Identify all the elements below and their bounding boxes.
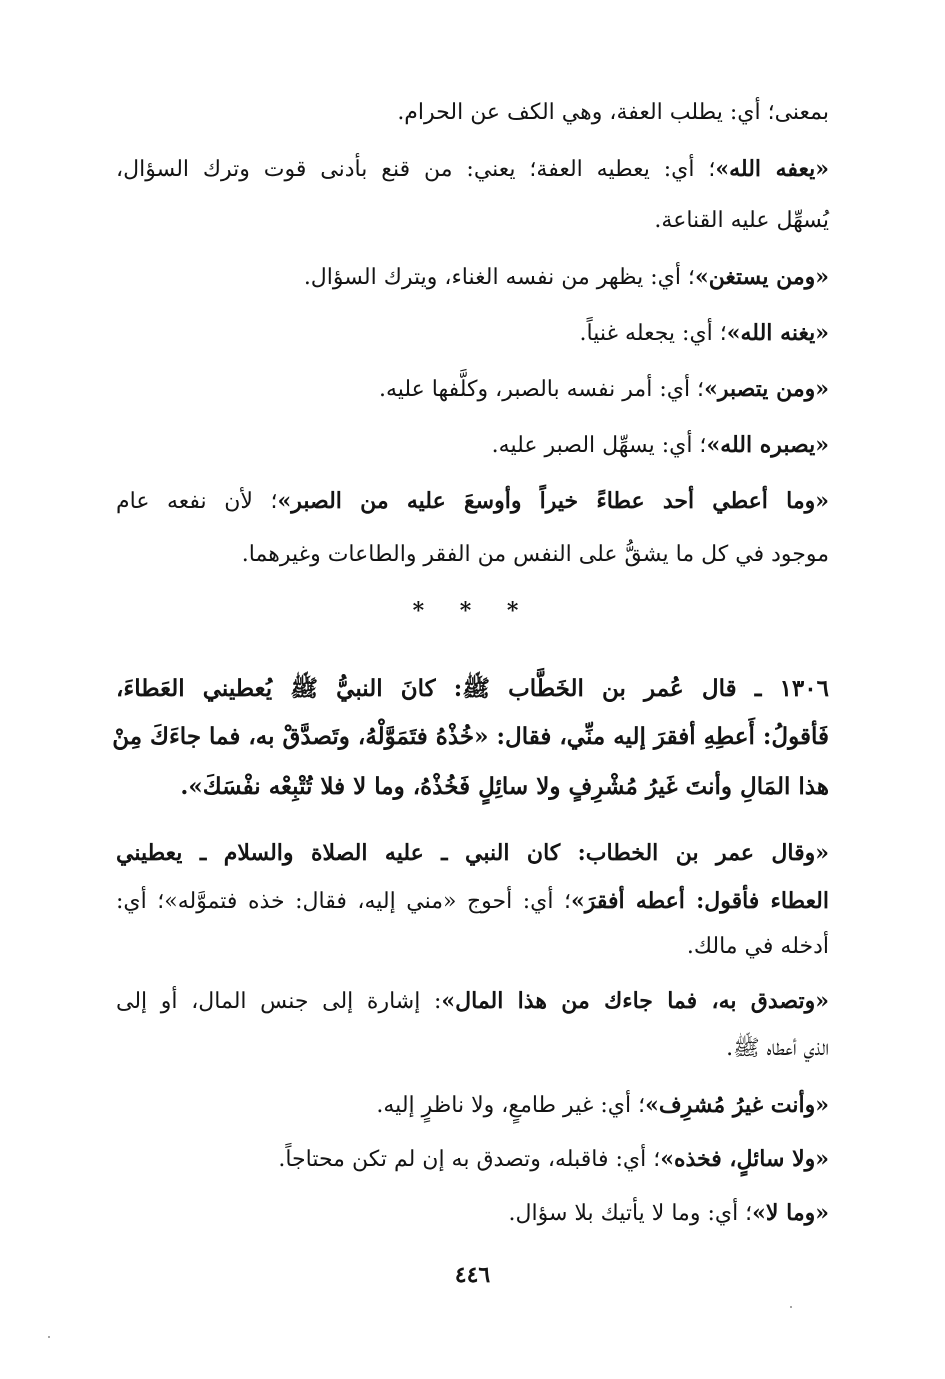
commentary-line-4: [116, 986, 829, 1017]
commentary-line-6: [116, 1090, 829, 1121]
text-line-5-quote: «يغنه الله»: [726, 320, 829, 346]
commentary-line-2-quote: العطاء فأقول: أعطه أفقرَ»: [571, 888, 829, 914]
text-line-1: [397, 98, 829, 128]
text-line-4-quote: «ومن يستغن»: [694, 264, 829, 290]
text-line-8-quote: «وما أعطي أحد عطاءً خيراً وأوسعَ عليه من الصبر»: [277, 488, 830, 514]
text-line-2-quote: «يعفه الله»: [715, 156, 829, 182]
text-line-2-plain: ؛ أي: يعطيه العفة؛ يعني: من قنع بأدنى قوت وترك السؤال،: [116, 157, 716, 182]
text-line-7-quote: «يصبره الله»: [706, 432, 829, 458]
commentary-line-1-quote: «وقال عمر بن الخطاب: كان النبي ـ عليه الصلاة والسلام ـ يعطيني: [116, 840, 829, 866]
scan-speck: [48, 1336, 50, 1338]
text-line-3: [654, 206, 829, 236]
commentary-line-8-quote: «وما لا»: [752, 1200, 829, 1226]
commentary-line-4-quote: «وتصدق به، فما جاءك من هذا المال»: [441, 988, 830, 1014]
commentary-line-8: [116, 1198, 829, 1229]
scan-speck: [790, 1306, 792, 1308]
text-line-5: [116, 318, 829, 349]
text-line-9: [242, 540, 829, 570]
page-number: ٤٤٦: [454, 1262, 491, 1288]
text-line-4-plain: ؛ أي: يظهر من نفسه الغناء، ويترك السؤال.: [303, 265, 695, 290]
section-separator: * * *: [412, 598, 533, 624]
text-line-3-plain: يُسهِّل عليه القناعة.: [654, 208, 829, 233]
text-line-2: [116, 154, 829, 185]
text-line-8: [116, 486, 829, 517]
text-line-6-quote: «ومن يتصبر»: [704, 376, 829, 402]
hadith-line-1: ١٣٠٦ ـ قال عُمر بن الخَطَّاب ﷺ: كانَ النبيُّ ﷺ يُعطيني العَطاءَ،: [116, 675, 829, 702]
text-line-7: [116, 430, 829, 461]
commentary-line-8-plain: ؛ أي: وما لا يأتيك بلا سؤال.: [508, 1201, 753, 1226]
commentary-line-7-plain: ؛ أي: فاقبله، وتصدق به إن لم تكن محتاجاً.: [278, 1147, 661, 1172]
commentary-line-3: [687, 932, 829, 962]
text-line-5-plain: ؛ أي: يجعله غنياً.: [579, 321, 727, 346]
commentary-line-5-plain: الذي أعطاه ﷺ.: [726, 1036, 829, 1061]
commentary-line-3-plain: أدخله في مالك.: [686, 934, 829, 959]
commentary-line-4-plain: : إشارة إلى جنس المال، أو إلى: [116, 989, 442, 1014]
commentary-line-6-quote: «وأنت غيرُ مُشرِف»: [645, 1092, 829, 1118]
commentary-line-7-quote: «ولا سائلٍ، فخذه»: [660, 1146, 829, 1172]
commentary-line-6-plain: ؛ أي: غير طامعٍ، ولا ناظرٍ إليه.: [376, 1093, 646, 1118]
commentary-line-5: [726, 1034, 829, 1064]
text-line-6-plain: ؛ أي: أمر نفسه بالصبر، وكلَّفها عليه.: [378, 377, 705, 402]
commentary-line-7: [116, 1144, 829, 1175]
text-line-9-plain: موجود في كل ما يشقُّ على النفس من الفقر والطاعات وغيرهما.: [241, 542, 829, 567]
commentary-line-2: [116, 886, 829, 917]
text-line-6: [116, 374, 829, 405]
text-line-7-plain: ؛ أي: يسهِّل الصبر عليه.: [491, 433, 707, 458]
text-line-8-plain: ؛ لأن نفعه عام: [116, 489, 278, 514]
hadith-line-2: فَأقولُ: أَعطِهِ أفقرَ إليه منِّي، فقال: «خُذْهُ فتَمَوَّلْهُ، وتَصدَّقْ به، فما جاءَكَ مِنْ: [112, 723, 829, 750]
commentary-line-1: [116, 838, 829, 869]
text-line-1-plain: بمعنى؛ أي: يطلب العفة، وهي الكف عن الحرام.: [397, 100, 829, 125]
text-line-4-content: [116, 262, 829, 293]
hadith-line-3: هذا المَالِ وأنتَ غَيرُ مُشْرِفٍ ولا سائِلٍ فَخُذْهُ، وما لا فلا تُتْبِعْه نفْسَكَ».: [180, 773, 829, 800]
commentary-line-2-plain: ؛ أي: أحوج «مني إليه، فقال: خذه فتموَّله»؛ أي:: [116, 889, 572, 914]
